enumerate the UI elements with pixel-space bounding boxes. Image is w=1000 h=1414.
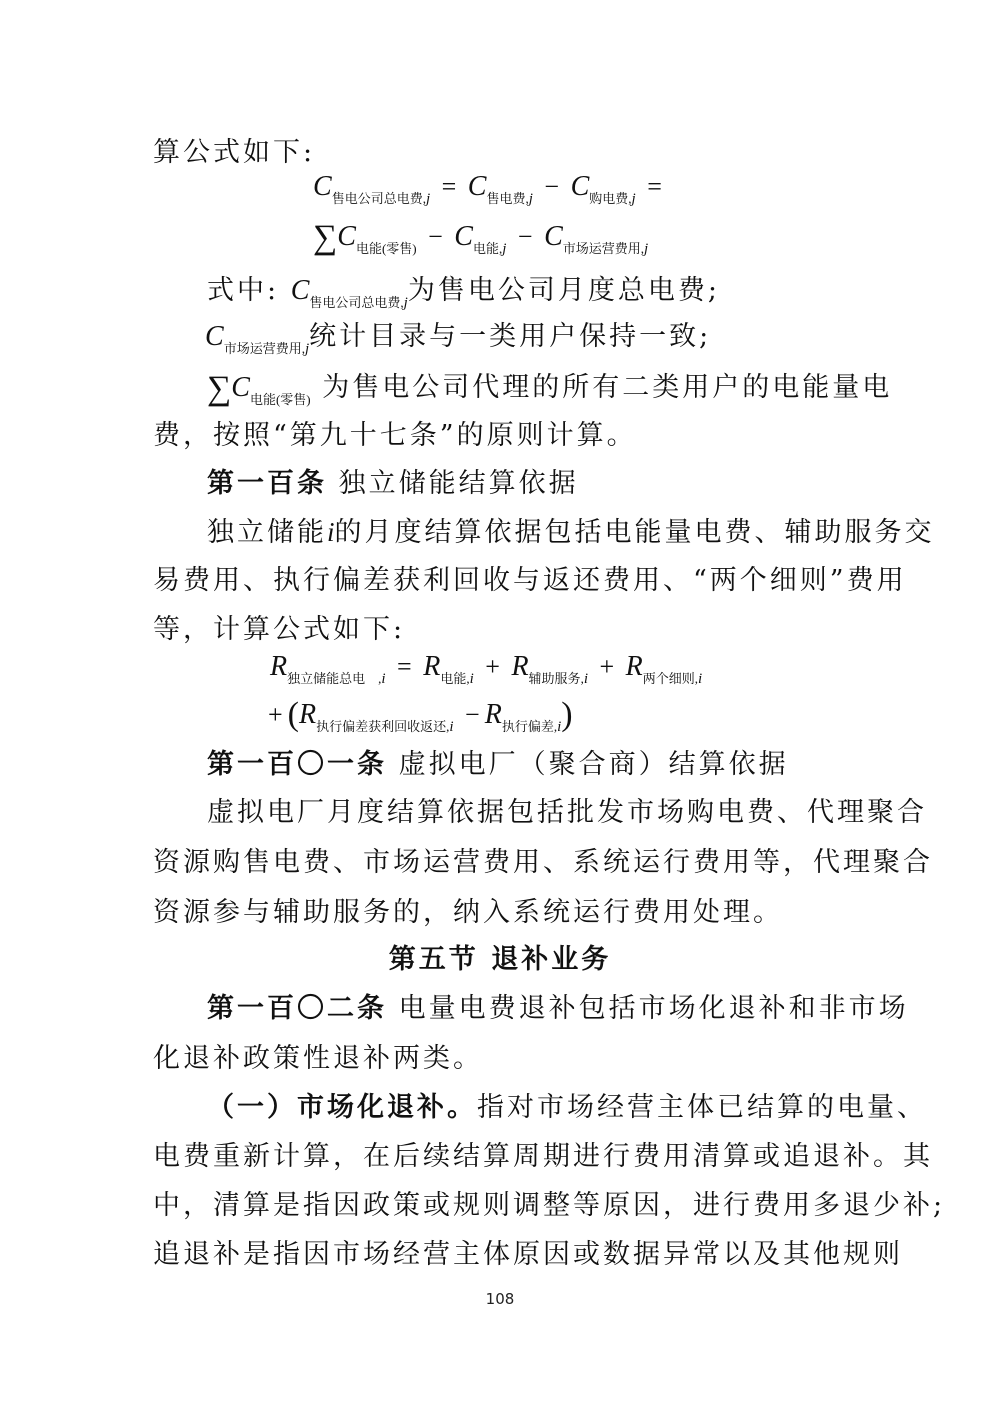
- text-line: 追退补是指因市场经营主体原因或数据异常以及其他规则: [153, 1239, 903, 1270]
- formula-var: C: [337, 221, 356, 252]
- item-title: （一）市场化退补。: [207, 1092, 477, 1123]
- formula-op: =: [441, 172, 457, 201]
- formula-var: R: [625, 651, 643, 682]
- text-line: 电费重新计算，在后续结算周期进行费用清算或追退补。其: [153, 1141, 933, 1172]
- sigma-symbol: ∑: [313, 219, 338, 256]
- article-heading: [207, 989, 907, 1029]
- definition-line: [207, 366, 907, 412]
- text-line: 资源购售电费、市场运营费用、系统运行费用等，代理聚合: [153, 847, 933, 878]
- formula-var: R: [270, 651, 288, 682]
- formula-index: j: [502, 241, 507, 257]
- text-line: 费，按照“第九十七条”的原则计算。: [153, 420, 637, 451]
- formula-index: i: [557, 719, 562, 735]
- formula-sub: 市场运营费用: [223, 341, 302, 356]
- formula-op: =: [397, 652, 412, 681]
- formula-var: C: [544, 221, 563, 252]
- formula-op: −: [428, 222, 443, 251]
- formula-op: +: [485, 652, 500, 681]
- formula-index: j: [304, 341, 310, 357]
- item-heading: [207, 1088, 927, 1128]
- formula-index: j: [403, 295, 408, 311]
- formula-paren: (: [287, 696, 299, 733]
- formula-var: R: [511, 651, 529, 682]
- formula-index: i: [469, 671, 474, 687]
- article-heading: [207, 745, 907, 785]
- formula-sub: 两个细则: [642, 671, 695, 686]
- article-number: 第一百条: [207, 468, 327, 499]
- formula-index: i: [327, 517, 335, 547]
- formula-paren: ): [561, 696, 573, 733]
- sigma-symbol: ∑: [207, 370, 232, 407]
- formula-var: R: [423, 651, 441, 682]
- page-number: 108: [485, 1290, 515, 1308]
- formula-index: i: [449, 719, 454, 735]
- formula-op: −: [465, 700, 480, 729]
- formula-storage-total: $R_{独立储能总电 ,i} = R_{电能,i} + R_{辅助服务,i} + R_{两个细则,i}$: [270, 651, 703, 687]
- text-line: [207, 512, 935, 553]
- article-number: 第一百〇一条: [207, 749, 387, 780]
- text-line: 等，计算公式如下:: [153, 614, 406, 645]
- section-heading: 第五节 退补业务: [388, 944, 612, 975]
- formula-var: C: [570, 171, 590, 202]
- formula-sub: 电能: [472, 241, 499, 256]
- text-span: 统计目录与一类用户保持一致;: [309, 321, 712, 352]
- formula-op: −: [517, 222, 533, 251]
- formula-index: i: [583, 671, 588, 687]
- formula-var: C: [467, 171, 487, 202]
- formula-sub: 售电费: [486, 191, 526, 206]
- formula-index: j: [644, 241, 649, 257]
- definition-line: $C_{市场运营费用,j}$统计目录与一类用户保持一致;: [205, 321, 712, 357]
- formula-op: +: [599, 652, 615, 681]
- formula-sub: 执行偏差: [501, 719, 554, 734]
- formula-index: j: [425, 191, 431, 207]
- formula-sub: 电能: [440, 671, 467, 686]
- formula-op: −: [544, 172, 560, 201]
- text-span: 指对市场经营主体已结算的电量、: [477, 1092, 927, 1123]
- formula-index: i: [698, 671, 703, 687]
- text-line: 易费用、执行偏差获利回收与返还费用、“两个细则”费用: [153, 565, 907, 596]
- text-line: 算公式如下:: [153, 137, 316, 168]
- text-line: 资源参与辅助服务的，纳入系统运行费用处理。: [153, 897, 783, 928]
- article-number: 第一百〇二条: [207, 993, 387, 1024]
- formula-sub: 电能(零售): [249, 392, 311, 407]
- text-span: 的月度结算依据包括电能量电费、辅助服务交: [334, 517, 935, 548]
- text-span: 独立储能: [207, 517, 327, 548]
- article-heading: [207, 464, 907, 504]
- text-line: 化退补政策性退补两类。: [153, 1043, 483, 1074]
- text-span: 式中:: [207, 275, 280, 306]
- formula-sub: 购电费: [589, 191, 629, 206]
- formula-var: C: [290, 275, 310, 306]
- formula-index: j: [528, 191, 533, 207]
- text-line: 虚拟电厂月度结算依据包括批发市场购电费、代理聚合: [207, 797, 927, 828]
- formula-var: R: [484, 699, 502, 730]
- text-line: 中，清算是指因政策或规则调整等原因，进行费用多退少补;: [153, 1190, 946, 1221]
- formula-op: =: [647, 172, 662, 201]
- formula-var: R: [299, 699, 317, 730]
- formula-var: C: [205, 321, 224, 352]
- formula-index: i: [381, 671, 386, 687]
- formula-var: C: [454, 221, 473, 252]
- formula-sub: 电能(零售): [355, 241, 417, 256]
- formula-sale-total: $C_{售电公司总电费,j} = C_{售电费,j} - C_{购电费,j}$ =: [313, 170, 667, 208]
- formula-op: +: [268, 700, 283, 729]
- text-span: 为售电公司代理的所有二类用户的电能量电: [322, 372, 893, 403]
- formula-sub: 售电公司总电费: [309, 295, 401, 310]
- formula-sub: 辅助服务: [528, 671, 581, 686]
- text-span: 电量电费退补包括市场化退补和非市场: [398, 993, 909, 1024]
- formula-sub: 执行偏差获利回收返还: [316, 719, 447, 734]
- formula-index: j: [631, 191, 636, 207]
- formula-sum: $\sum C_{电能(零售)} - C_{电能,j} - C_{市场运营费用,j}$: [313, 219, 649, 257]
- formula-var: C: [231, 372, 250, 403]
- text-span: 为售电公司月度总电费;: [407, 275, 720, 306]
- article-title: 独立储能结算依据: [338, 468, 579, 499]
- formula-sub: 市场运营费用: [562, 241, 641, 256]
- formula-var: C: [313, 171, 332, 202]
- formula-sub: 售电公司总电费: [331, 191, 423, 206]
- definition-line: 式中: $C_{售电公司总电费,j}$为售电公司月度总电费;: [207, 275, 720, 311]
- formula-sub: 独立储能总电: [287, 671, 366, 686]
- article-title: 虚拟电厂（聚合商）结算依据: [398, 749, 789, 780]
- formula-deviation: + $(R_{执行偏差获利回收返还,i} - R_{执行偏差,i})$: [268, 696, 573, 735]
